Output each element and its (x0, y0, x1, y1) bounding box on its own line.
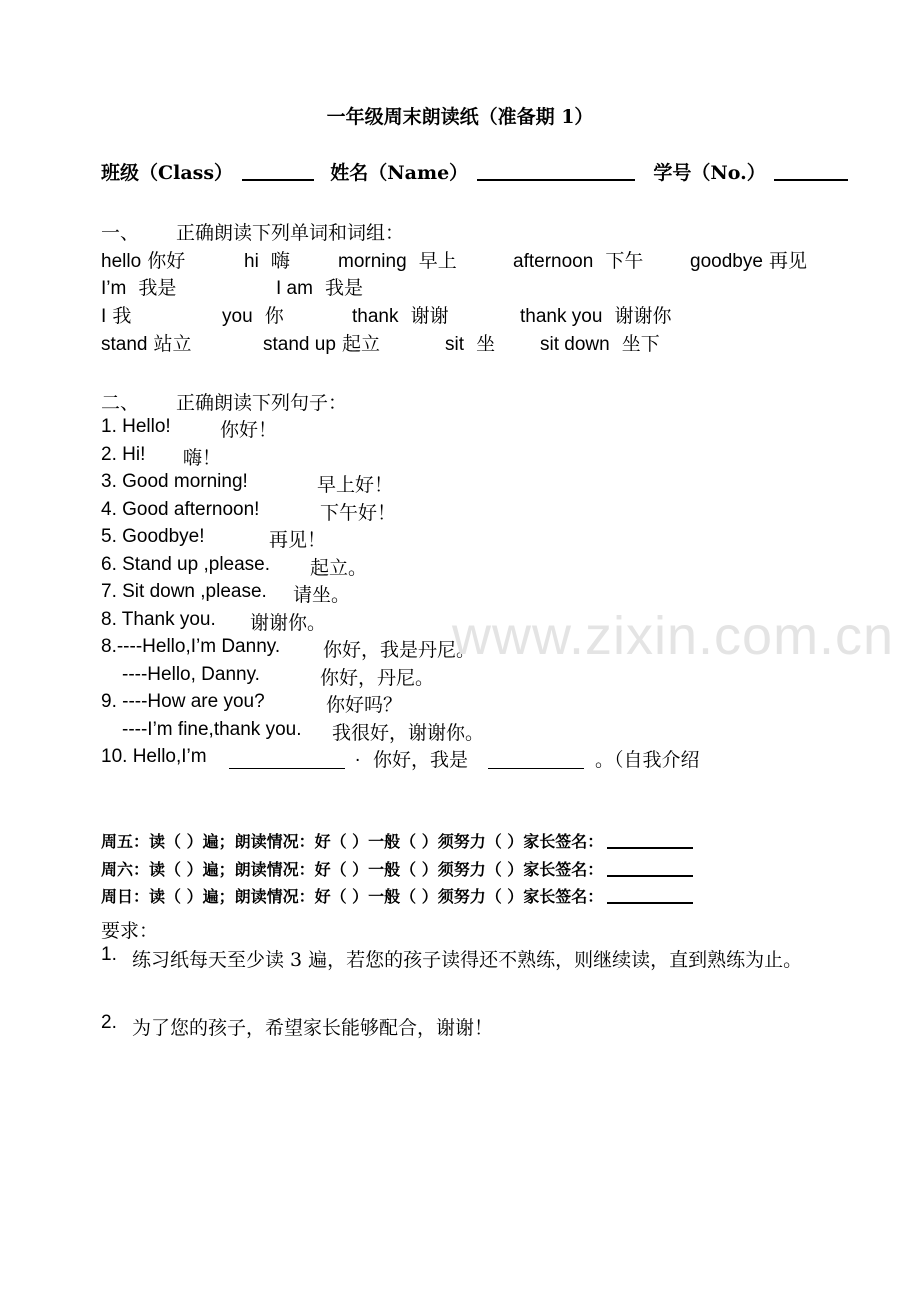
vocab-item: hello 你好 (101, 250, 186, 272)
vocab-item: afternoon 下午 (513, 250, 644, 272)
vocab-item: goodbye 再见 (690, 250, 807, 272)
vocab-item: I’m 我是 (101, 277, 177, 299)
reading-log-friday: 周五：读（ ）遍；朗读情况：好（ ）一般（ ）须努力（ ）家长签名： (101, 829, 693, 852)
student-info-header (101, 158, 848, 185)
vocab-item: thank you 谢谢你 (520, 305, 672, 327)
page-title: 一年级周末朗读纸（准备期 1） (326, 106, 594, 128)
vocab-item: you 你 (222, 305, 284, 327)
name-label: 姓名（Name） (330, 162, 469, 184)
section-1-number: 一、 (101, 222, 140, 244)
parent-signature-blank (607, 833, 693, 849)
sentence-line: 9. ----How are you? 你好吗？ (101, 691, 403, 716)
vocab-row (0, 273, 920, 299)
sentence-line: 8. Thank you. 谢谢你。 (101, 609, 327, 634)
requirement-item: 1. 练习纸每天至少读 3 遍，若您的孩子读得还不熟练，则继续读，直到熟练为止。 (101, 944, 803, 971)
requirement-item: 2. 为了您的孩子，希望家长能够配合，谢谢！ (101, 1012, 494, 1039)
self-intro-line: 10. Hello,I’m . 你好，我是 。（自我介绍 (101, 745, 700, 771)
parent-signature-blank (607, 888, 693, 904)
vocab-item: morning 早上 (338, 250, 457, 272)
self-intro-name-blank (229, 748, 345, 769)
sentence-line: ----I’m fine,thank you. 我很好，谢谢你。 (122, 719, 485, 744)
sentence-line: 8.----Hello,I’m Danny. 你好，我是丹尼。 (101, 636, 476, 661)
section-2-heading (101, 388, 347, 415)
sentence-line: 1. Hello! 你好！ (101, 416, 278, 441)
vocab-row (0, 329, 920, 355)
vocab-item: stand 站立 (101, 333, 192, 355)
reading-log-sunday: 周日：读（ ）遍；朗读情况：好（ ）一般（ ）须努力（ ）家长签名： (101, 884, 693, 907)
parent-signature-blank (607, 861, 693, 877)
number-blank (774, 161, 848, 181)
watermark: www.zixin.com.cn (452, 606, 895, 666)
class-label: 班级（Class） (101, 162, 234, 184)
section-2-number: 二、 (101, 392, 140, 414)
class-blank (242, 161, 314, 181)
vocab-item: I am 我是 (276, 277, 364, 299)
vocab-row (0, 301, 920, 327)
sentence-line: 7. Sit down ,please. 请坐。 (101, 581, 351, 606)
sentence-line: 5. Goodbye! 再见！ (101, 526, 327, 551)
vocab-item: I 我 (101, 305, 132, 327)
sentence-line: 4. Good afternoon! 下午好！ (101, 499, 397, 524)
vocab-item: hi 嗨 (244, 250, 290, 272)
section-1-heading (101, 218, 404, 245)
vocab-item: stand up 起立 (263, 333, 380, 355)
section-1-title: 正确朗读下列单词和词组： (176, 222, 405, 244)
vocab-item: sit 坐 (445, 333, 496, 355)
section-2-title: 正确朗读下列句子： (176, 392, 348, 414)
sentence-line: 2. Hi! 嗨！ (101, 444, 222, 469)
sentence-line: ----Hello, Danny. 你好，丹尼。 (122, 664, 435, 689)
sentence-line: 3. Good morning! 早上好！ (101, 471, 394, 496)
name-blank (477, 161, 635, 181)
sentence-line: 6. Stand up ,please. 起立。 (101, 554, 368, 579)
requirements-label: 要求： (101, 920, 159, 942)
number-label: 学号（No.） (653, 162, 766, 184)
reading-log-saturday: 周六：读（ ）遍；朗读情况：好（ ）一般（ ）须努力（ ）家长签名： (101, 857, 693, 880)
vocab-item: thank 谢谢 (352, 305, 449, 327)
vocab-item: sit down 坐下 (540, 333, 660, 355)
vocab-row (0, 246, 920, 272)
self-intro-chinese-blank (488, 748, 584, 769)
